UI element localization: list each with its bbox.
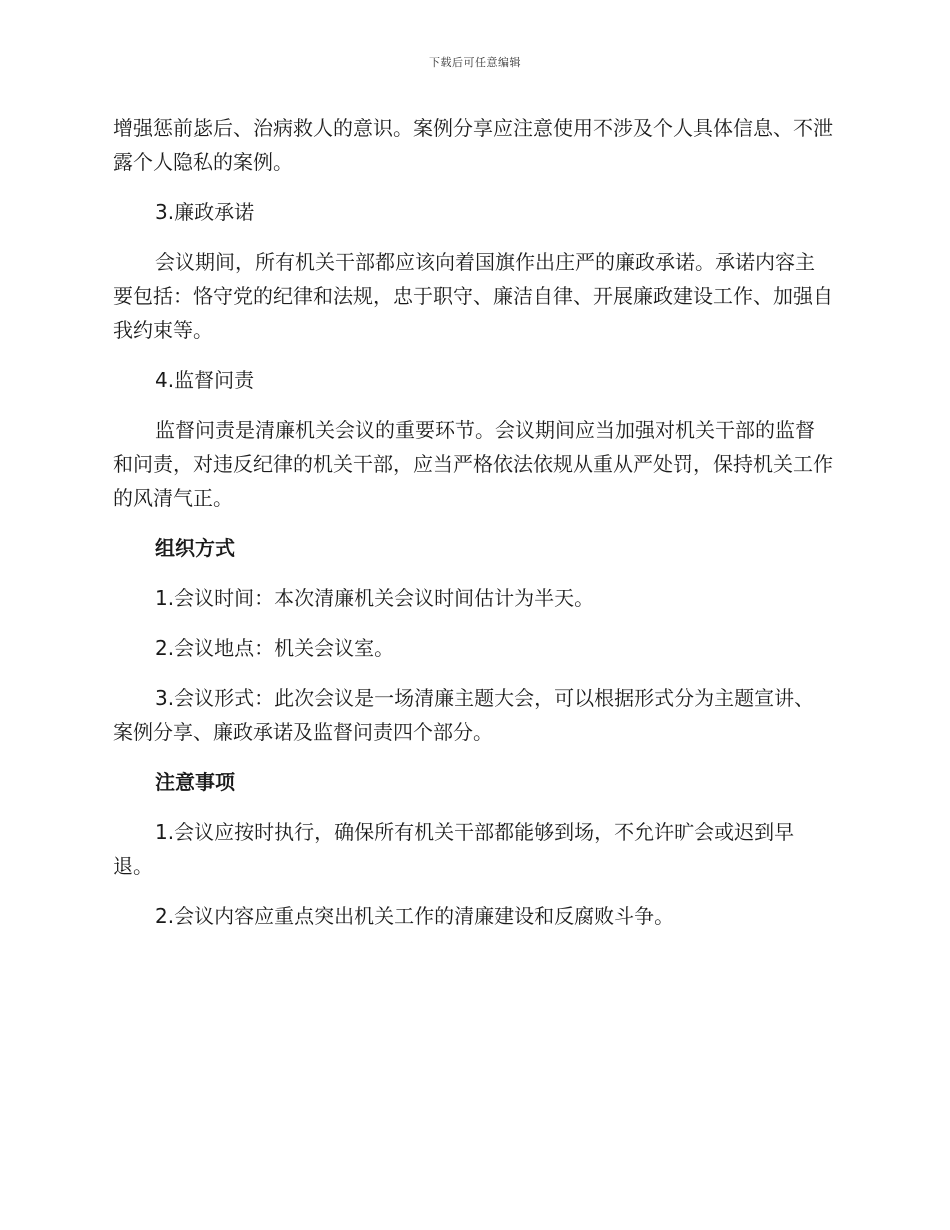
document-body (113, 111, 833, 949)
paragraph-case-sharing-continued: 增强惩前毖后、治病救人的意识。案例分享应注意使用不涉及个人具体信息、不泄露个人隐私的案例。 (113, 116, 833, 174)
organization-item-location: 2.会议地点：机关会议室。 (155, 636, 395, 660)
section-heading-organization: 组织方式 (155, 536, 235, 560)
paragraph-integrity-pledge: 会议期间，所有机关干部都应该向着国旗作出庄严的廉政承诺。承诺内容主要包括：恪守党的纪律和法规，忠于职守、廉洁自律、开展廉政建设工作、加强自我约束等。 (113, 250, 833, 342)
page-header-note: 下载后可任意编辑 (429, 56, 521, 69)
section-heading-notes: 注意事项 (155, 770, 235, 794)
notes-item-punctuality: 1.会议应按时执行，确保所有机关干部都能够到场，不允许旷会或迟到早退。 (113, 820, 795, 878)
organization-item-format: 3.会议形式：此次会议是一场清廉主题大会，可以根据形式分为主题宣讲、案例分享、廉政承诺及监督问责四个部分。 (113, 686, 815, 744)
subheading-integrity-pledge: 3.廉政承诺 (155, 200, 255, 224)
organization-item-time: 1.会议时间：本次清廉机关会议时间估计为半天。 (155, 586, 595, 610)
subheading-supervision-accountability: 4.监督问责 (155, 368, 255, 392)
paragraph-supervision-accountability: 监督问责是清廉机关会议的重要环节。会议期间应当加强对机关干部的监督和问责，对违反纪律的机关干部，应当严格依法依规从重从严处罚，保持机关工作的风清气正。 (113, 418, 833, 510)
notes-item-content-focus: 2.会议内容应重点突出机关工作的清廉建设和反腐败斗争。 (155, 904, 675, 928)
